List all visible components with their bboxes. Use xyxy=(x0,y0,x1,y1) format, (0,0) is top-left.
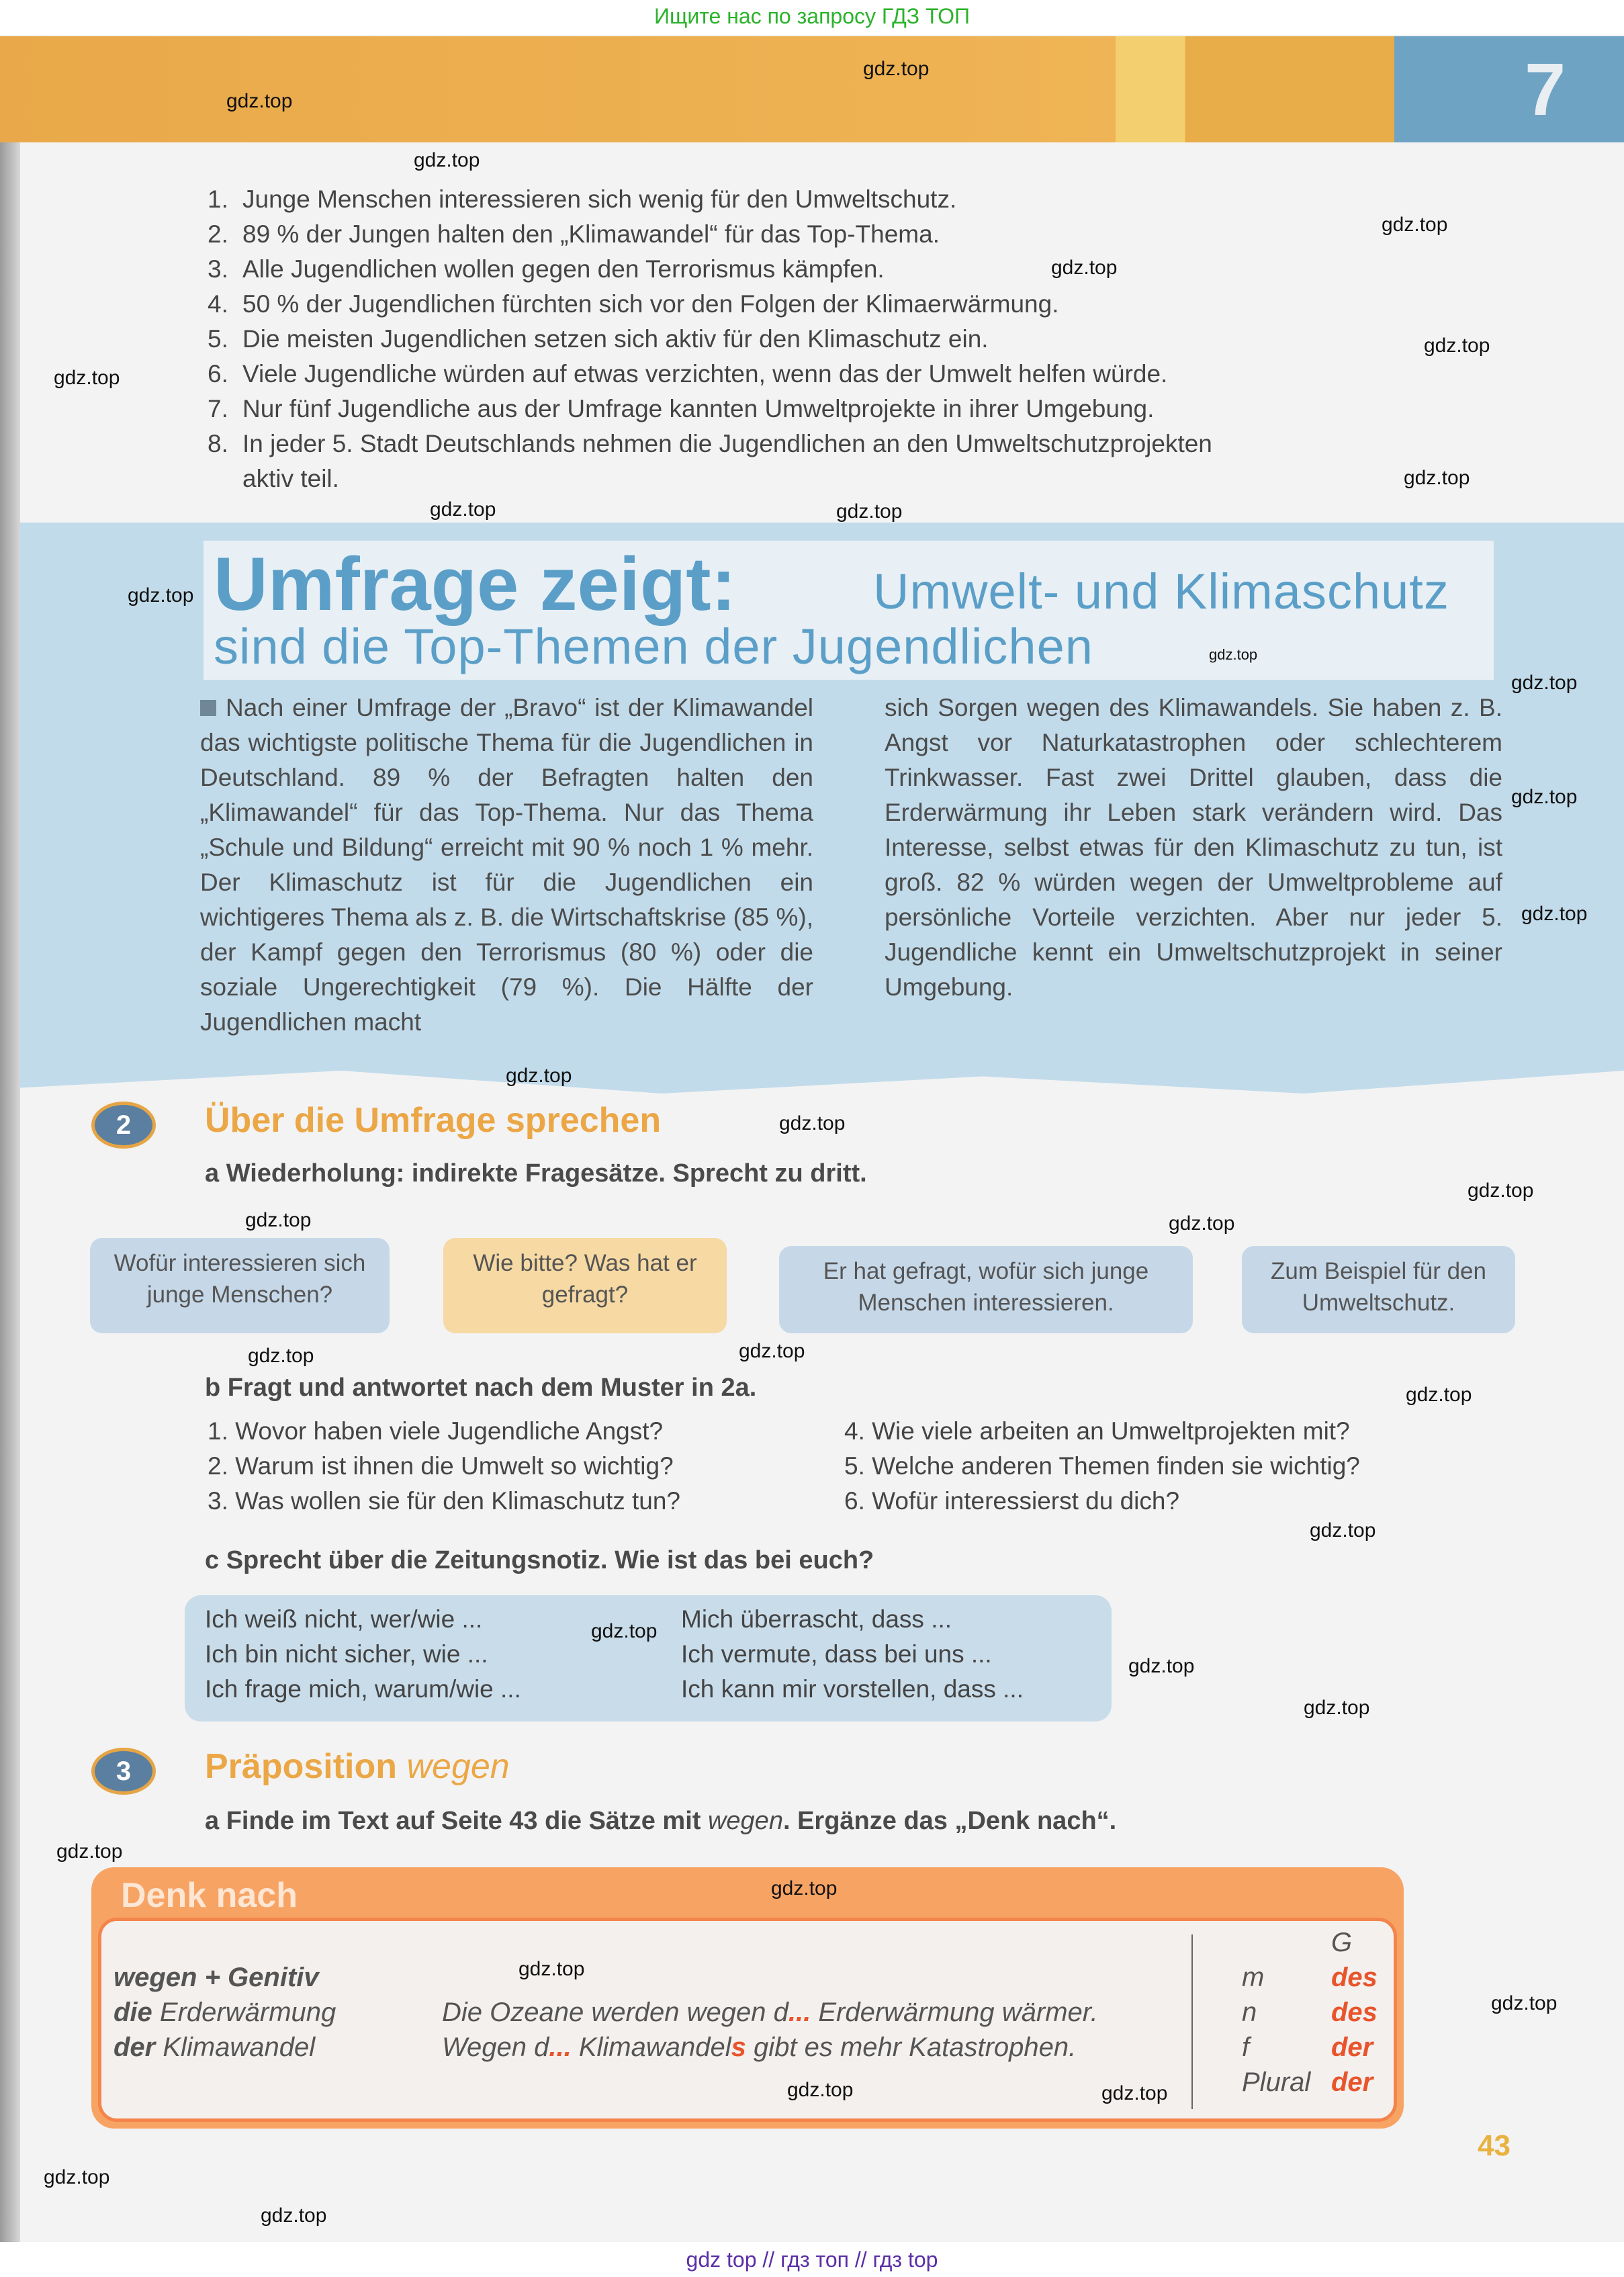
statement: 7. Nur fünf Jugendliche aus der Umfrage kannten Umweltprojekte in ihrer Umgebung. xyxy=(208,395,1155,422)
question: 2. Warum ist ihnen die Umwelt so wichtig? xyxy=(208,1452,674,1480)
watermark: gdz.top xyxy=(414,149,480,171)
phrase: Mich überrascht, dass ... xyxy=(681,1605,952,1633)
gender-label: n xyxy=(1242,1998,1257,2027)
phrase: Ich bin nicht sicher, wie ... xyxy=(205,1640,488,1668)
watermark: gdz.top xyxy=(518,1958,585,1980)
article-form: des xyxy=(1331,1963,1378,1992)
phrase: Ich frage mich, warum/wie ... xyxy=(205,1675,521,1703)
statement: 5. Die meisten Jugendlichen setzen sich aktiv für den Klimaschutz ein. xyxy=(208,325,989,353)
watermark: gdz.top xyxy=(863,58,930,80)
speech-bubble: Wie bitte? Was hat er gefragt? xyxy=(443,1238,727,1333)
statement: 4. 50 % der Jugendlichen fürchten sich vor den Folgen der Klimaerwärmung. xyxy=(208,290,1059,318)
exercise-title: Über die Umfrage sprechen xyxy=(205,1101,662,1140)
example-noun: die Erderwärmung xyxy=(114,1998,336,2027)
task-b: b Fragt und antwortet nach dem Muster in 2a. xyxy=(205,1374,757,1402)
watermark: gdz.top xyxy=(1128,1655,1195,1677)
speech-bubble: Zum Beispiel für den Umweltschutz. xyxy=(1242,1246,1515,1333)
statement: aktiv teil. xyxy=(242,465,339,492)
chapter-tab xyxy=(1394,36,1624,142)
statement: 2. 89 % der Jungen halten den „Klimawandel“ für das Top-Thema. xyxy=(208,220,940,248)
gender-label: Plural xyxy=(1242,2067,1311,2097)
article-column-right: sich Sorgen wegen des Klimawandels. Sie haben z. B. Angst vor Naturkatastrophen oder schlechterem Trinkwasser. Fast zwei Drittel glauben, dass die Erderwärmung ihr Leben stark verändern wird. Das Interesse, selbst etwas für den Klimaschutz zu tun, ist groß. 82 % würden wegen der Umweltprobleme auf persönliche Vorteile verzichten. Aber nur jeder 5. Jugendliche kennt ein Umweltschutzprojekt in seiner Umgebung. xyxy=(885,694,1502,1001)
speech-bubble: Er hat gefragt, wofür sich junge Menschen interessieren. xyxy=(779,1246,1193,1333)
watermark: gdz.top xyxy=(56,1840,123,1863)
watermark: gdz.top xyxy=(1209,646,1258,663)
article-form: des xyxy=(1331,1998,1378,2027)
search-banner: Ищите нас по запросу ГДЗ ТОП xyxy=(0,0,1624,35)
book-spine xyxy=(0,36,20,2242)
watermark: gdz.top xyxy=(1304,1697,1370,1719)
watermark: gdz.top xyxy=(1101,2082,1168,2104)
statement: 1. Junge Menschen interessieren sich wenig für den Umweltschutz. xyxy=(208,185,957,213)
task-c: c Sprecht über die Zeitungsnotiz. Wie ist das bei euch? xyxy=(205,1546,874,1574)
bullet-square-icon xyxy=(200,700,216,716)
article-form: der xyxy=(1331,2067,1373,2097)
gender-label: m xyxy=(1242,1963,1265,1992)
question: 1. Wovor haben viele Jugendliche Angst? xyxy=(208,1417,664,1445)
page-number: 43 xyxy=(1478,2129,1510,2162)
example-sentence: Die Ozeane werden wegen d... Erderwärmung wärmer. xyxy=(442,1998,1098,2027)
watermark: gdz.top xyxy=(245,1209,312,1231)
exercise-number: 3 xyxy=(91,1748,156,1795)
watermark: gdz.top xyxy=(787,2079,854,2101)
watermark: gdz.top xyxy=(1404,467,1470,489)
task-a: a Wiederholung: indirekte Fragesätze. Sprecht zu dritt. xyxy=(205,1159,867,1188)
watermark: gdz.top xyxy=(1521,903,1588,925)
example-noun: der Klimawandel xyxy=(114,2033,316,2062)
exercise-number: 2 xyxy=(91,1102,156,1149)
watermark: gdz.top xyxy=(1382,214,1448,236)
watermark: gdz.top xyxy=(1511,672,1578,694)
watermark: gdz.top xyxy=(226,90,293,112)
question: 6. Wofür interessierst du dich? xyxy=(844,1487,1180,1515)
watermark: gdz.top xyxy=(1406,1384,1472,1406)
denk-nach-title: Denk nach xyxy=(121,1876,298,1915)
task-a: a Finde im Text auf Seite 43 die Sätze mit wegen. Ergänze das „Denk nach“. xyxy=(205,1807,1117,1835)
watermark: gdz.top xyxy=(771,1877,838,1900)
gender-label: f xyxy=(1242,2033,1250,2062)
article-title-bold: Umfrage zeigt: xyxy=(214,542,736,626)
watermark: gdz.top xyxy=(779,1112,846,1134)
watermark: gdz.top xyxy=(430,498,496,521)
watermark: gdz.top xyxy=(248,1345,314,1367)
watermark: gdz.top xyxy=(1468,1179,1534,1202)
watermark: gdz.top xyxy=(261,2204,327,2227)
article-column-left: Nach einer Umfrage der „Bravo“ ist der Klimawandel das wichtigste politische Thema für die Jugendlichen in Deutschland. 89 % der Befragten halten den „Klimawandel“ für das Top-Thema. Nur das Thema „Schule und Bildung“ erreicht mit 90 % noch 1 % mehr. Der Klimaschutz ist für die Jugendlichen ein wichtigeres Thema als z. B. die Wirtschaftskrise (85 %), der Kampf gegen den Terrorismus (80 %) oder die soziale Ungerechtigkeit (79 %). Die Hälfte der Jugendlichen macht xyxy=(200,694,813,1036)
case-label: G xyxy=(1331,1928,1353,1957)
watermark: gdz.top xyxy=(739,1340,805,1362)
phrase: Ich vermute, dass bei uns ... xyxy=(681,1640,992,1668)
question: 3. Was wollen sie für den Klimaschutz tun? xyxy=(208,1487,681,1515)
divider xyxy=(1191,1934,1193,2109)
watermark: gdz.top xyxy=(1424,334,1490,357)
article-title-rest: Umwelt- und Klimaschutz xyxy=(873,564,1449,619)
header-bar xyxy=(0,36,1394,142)
question: 4. Wie viele arbeiten an Umweltprojekten mit? xyxy=(844,1417,1350,1445)
speech-bubble: Wofür interessieren sich junge Menschen? xyxy=(90,1238,390,1333)
article-form: der xyxy=(1331,2033,1373,2062)
question: 5. Welche anderen Themen finden sie wichtig? xyxy=(844,1452,1360,1480)
grammar-rule: wegen + Genitiv xyxy=(114,1963,319,1992)
watermark: gdz.top xyxy=(1511,786,1578,808)
chapter-number: 7 xyxy=(1525,48,1566,131)
example-sentence: Wegen d... Klimawandels gibt es mehr Katastrophen. xyxy=(442,2033,1077,2062)
watermark: gdz.top xyxy=(1310,1519,1376,1542)
statement: 8. In jeder 5. Stadt Deutschlands nehmen die Jugendlichen an den Umweltschutzprojekten xyxy=(208,430,1212,457)
article-title-line2: sind die Top-Themen der Jugendlichen xyxy=(214,619,1093,674)
statement: 6. Viele Jugendliche würden auf etwas verzichten, wenn das der Umwelt helfen würde. xyxy=(208,360,1168,388)
watermark: gdz.top xyxy=(506,1065,572,1087)
exercise-title: Präposition wegen xyxy=(205,1747,510,1786)
watermark: gdz.top xyxy=(1169,1212,1235,1235)
footer-links[interactable]: gdz top // гдз топ // гдз top xyxy=(0,2242,1624,2277)
phrase: Ich kann mir vorstellen, dass ... xyxy=(681,1675,1024,1703)
watermark: gdz.top xyxy=(836,500,903,523)
watermark: gdz.top xyxy=(54,367,120,389)
phrase: Ich weiß nicht, wer/wie ... xyxy=(205,1605,483,1633)
statement: 3. Alle Jugendlichen wollen gegen den Terrorismus kämpfen. xyxy=(208,255,885,283)
watermark: gdz.top xyxy=(1491,1992,1558,2014)
watermark: gdz.top xyxy=(591,1620,658,1642)
watermark: gdz.top xyxy=(1051,257,1118,279)
watermark: gdz.top xyxy=(44,2166,110,2188)
watermark: gdz.top xyxy=(128,584,194,607)
